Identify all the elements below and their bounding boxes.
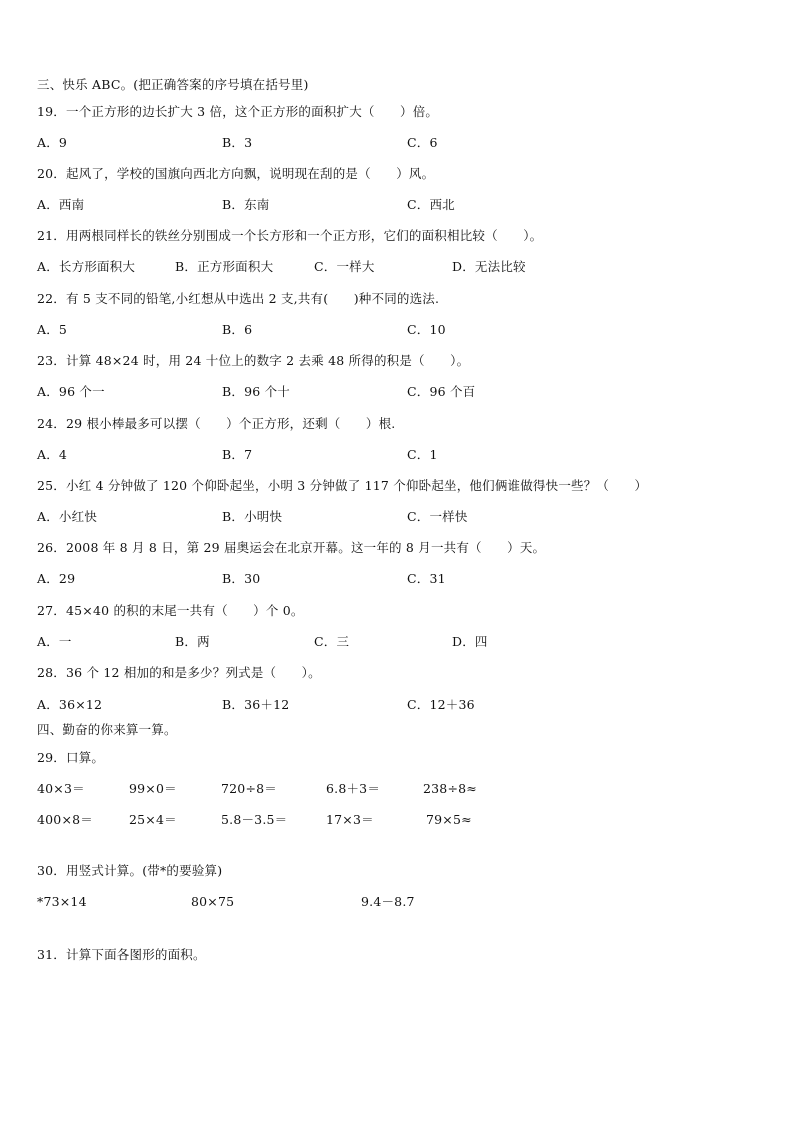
q29-item: 79×5≈ bbox=[426, 812, 472, 827]
q29-item: 5.8－3.5＝ bbox=[221, 812, 288, 827]
q25-option-a: A．小红快 bbox=[37, 509, 98, 524]
question-26: 26．2008 年 8 月 8 日，第 29 届奥运会在北京开幕。这一年的 8 月一共有（ ）天。 bbox=[37, 540, 546, 555]
q20-option-a: A．西南 bbox=[37, 197, 85, 212]
q29-item: 40×3＝ bbox=[37, 781, 85, 796]
q29-item: 17×3＝ bbox=[326, 812, 374, 827]
q22-option-c: C．10 bbox=[407, 322, 446, 337]
q30-item: 9.4－8.7 bbox=[361, 894, 415, 909]
q30-item: *73×14 bbox=[37, 894, 87, 909]
section-4-title: 四、勤奋的你来算一算。 bbox=[37, 722, 177, 737]
q27-option-c: C．三 bbox=[314, 634, 350, 649]
question-29: 29．口算。 bbox=[37, 750, 105, 765]
question-30: 30．用竖式计算。(带*的要验算) bbox=[37, 863, 223, 878]
question-23: 23．计算 48×24 时，用 24 十位上的数字 2 去乘 48 所得的积是（ ）。 bbox=[37, 353, 470, 368]
q20-option-c: C．西北 bbox=[407, 197, 455, 212]
q26-option-a: A．29 bbox=[37, 571, 76, 586]
q29-item: 238÷8≈ bbox=[423, 781, 477, 796]
q27-option-d: D．四 bbox=[452, 634, 488, 649]
q25-option-c: C．一样快 bbox=[407, 509, 468, 524]
q23-option-b: B．96 个十 bbox=[222, 384, 290, 399]
q22-option-b: B．6 bbox=[222, 322, 253, 337]
q29-item: 400×8＝ bbox=[37, 812, 93, 827]
q29-item: 720÷8＝ bbox=[221, 781, 277, 796]
q25-option-b: B．小明快 bbox=[222, 509, 283, 524]
q19-option-c: C．6 bbox=[407, 135, 438, 150]
question-24: 24．29 根小棒最多可以摆（ ）个正方形，还剩（ ）根. bbox=[37, 416, 396, 431]
q23-option-c: C．96 个百 bbox=[407, 384, 476, 399]
q19-option-b: B．3 bbox=[222, 135, 253, 150]
q26-option-c: C．31 bbox=[407, 571, 446, 586]
q29-item: 25×4＝ bbox=[129, 812, 177, 827]
q21-option-b: B．正方形面积大 bbox=[175, 259, 274, 274]
q28-option-c: C．12＋36 bbox=[407, 697, 475, 712]
q27-option-b: B．两 bbox=[175, 634, 210, 649]
q23-option-a: A．96 个一 bbox=[37, 384, 105, 399]
question-22: 22．有 5 支不同的铅笔,小红想从中选出 2 支,共有( )种不同的选法. bbox=[37, 291, 440, 306]
question-19: 19．一个正方形的边长扩大 3 倍，这个正方形的面积扩大（ ）倍。 bbox=[37, 104, 439, 119]
question-21: 21．用两根同样长的铁丝分别围成一个长方形和一个正方形，它们的面积相比较（ ）。 bbox=[37, 228, 543, 243]
q28-option-a: A．36×12 bbox=[37, 697, 103, 712]
q24-option-c: C．1 bbox=[407, 447, 438, 462]
q21-option-d: D．无法比较 bbox=[452, 259, 526, 274]
q24-option-a: A．4 bbox=[37, 447, 68, 462]
q30-item: 80×75 bbox=[191, 894, 235, 909]
q29-item: 6.8＋3＝ bbox=[326, 781, 381, 796]
q19-option-a: A．9 bbox=[37, 135, 68, 150]
q22-option-a: A．5 bbox=[37, 322, 68, 337]
q26-option-b: B．30 bbox=[222, 571, 261, 586]
question-27: 27．45×40 的积的末尾一共有（ ）个 0。 bbox=[37, 603, 304, 618]
q28-option-b: B．36＋12 bbox=[222, 697, 290, 712]
q24-option-b: B．7 bbox=[222, 447, 253, 462]
question-25: 25．小红 4 分钟做了 120 个仰卧起坐，小明 3 分钟做了 117 个仰卧起坐，他们俩谁做得快一些？（ ） bbox=[37, 478, 648, 493]
question-31: 31．计算下面各图形的面积。 bbox=[37, 947, 206, 962]
question-28: 28．36 个 12 相加的和是多少？列式是（ ）。 bbox=[37, 665, 321, 680]
q21-option-c: C．一样大 bbox=[314, 259, 375, 274]
q27-option-a: A．一 bbox=[37, 634, 72, 649]
q29-item: 99×0＝ bbox=[129, 781, 177, 796]
question-20: 20．起风了，学校的国旗向西北方向飘，说明现在刮的是（ ）风。 bbox=[37, 166, 435, 181]
q21-option-a: A．长方形面积大 bbox=[37, 259, 136, 274]
q20-option-b: B．东南 bbox=[222, 197, 270, 212]
section-3-title: 三、快乐 ABC。(把正确答案的序号填在括号里) bbox=[37, 77, 309, 92]
